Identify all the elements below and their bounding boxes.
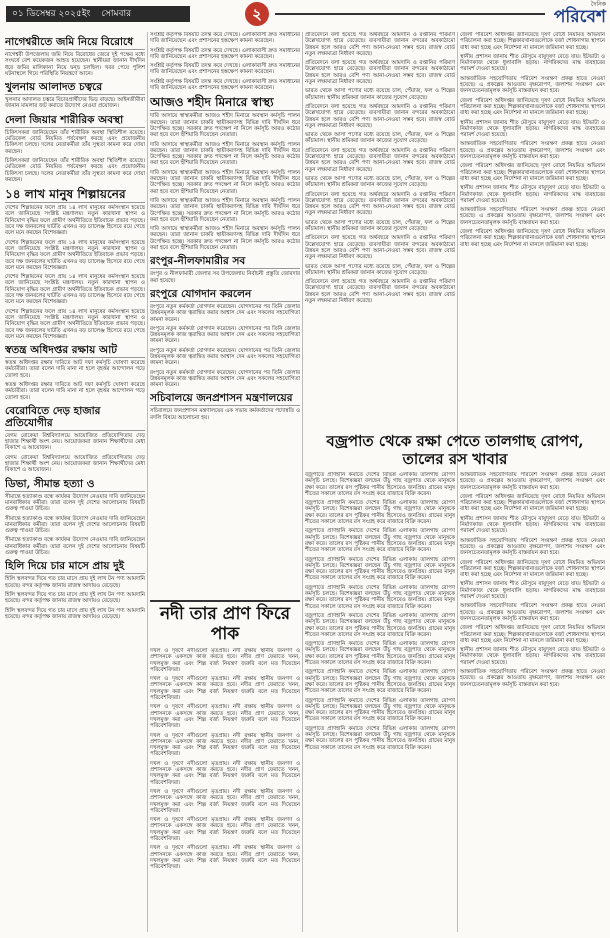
article-body: বজ্রপাতে প্রাণহানি কমাতে দেশের বিভিন্ন এলাকায় তালগাছ রোপণ কর্মসূচি চলছে। বিশেষজ্ঞরা বলছেন উঁচু গাছ বজ্রপাত থেকে মানুষকে রক্ষা করে। তালের রস পুষ্টিকর পানীয় হিসেবেও জনপ্রিয়। গ্রামের মানুষ শীতের সকালে তালের রস সংগ্রহ করে বাজারে বিক্রি করেন। <box>305 641 455 667</box>
article-headline: স্বতন্ত্র অধিদপ্তর রক্ষায় আট <box>5 344 145 358</box>
article-body: আন্তর্জাতিক সহযোগিতায় পরিবেশ সংরক্ষণ প্রকল্প হাতে নেওয়া হয়েছে। এ প্রকল্পের আওতায় বৃক্ষরোপণ, জলাশয় সংরক্ষণ এবং জনসচেতনতামূলক কর্মসূচি বাস্তবায়ন করা হবে। <box>460 207 605 226</box>
article-body: ভারত থেকে আসা পণ্যের মধ্যে রয়েছে চাল, পেঁয়াজ, ফল ও শিল্পের কাঁচামাল। স্থানীয় শ্রমিকরা জানান কাজের সুযোগ বেড়েছে। <box>305 132 455 145</box>
article-body: প্রতিবেদনে বলা হয়েছে গত অর্থবছরে আমদানি ও রপ্তানির পরিমাণ উল্লেখযোগ্য হারে বেড়েছে। ব্যবসায়ীরা জানান বন্দরের অবকাঠামো উন্নয়ন হলে আরও বেশি পণ্য আনা-নেওয়া সম্ভব হবে। রাজস্ব বোর্ড নতুন লক্ষ্যমাত্রা নির্ধারণ করেছে। <box>305 32 455 57</box>
article-body: দখল ও দূষণে নদীগুলো মৃতপ্রায়। নদী রক্ষায় স্থানীয় জনগণ ও প্রশাসনকে একসঙ্গে কাজ করতে হবে। নদীর প্রাণ ফেরাতে খনন, দখলমুক্ত করা এবং শিল্প বর্জ্য নিয়ন্ত্রণ জরুরি বলে মত দিয়েছেন পরিবেশবিদরা। <box>150 732 300 758</box>
article-body: হিলি স্থলবন্দর দিয়ে গত চার মাসে প্রায় দুই লাখ টন পণ্য আমদানি হয়েছে। বন্দর কর্তৃপক্ষ জানায় রাজস্ব আদায়ও বেড়েছে। <box>5 607 145 620</box>
date-bar <box>6 6 190 22</box>
article-body: নাগেশ্বরী উপজেলায় জমি নিয়ে বিরোধের জেরে দুই পক্ষের মধ্যে সংঘর্ষে বেশ কয়েকজন আহত হয়েছেন। স্থানীয়রা জানান দীর্ঘদিন ধরে জমির মালিকানা নিয়ে দ্বন্দ্ব চলছিল। খবর পেয়ে পুলিশ ঘটনাস্থলে গিয়ে পরিস্থিতি নিয়ন্ত্রণে আনে। <box>5 52 145 77</box>
article-body: জেলা পরিবেশ অধিদপ্তর জানিয়েছে দূষণ রোধে নিয়মিত অভিযান পরিচালনা করা হচ্ছে। শিল্পকারখানাগুলোকে বর্জ্য শোধনাগার স্থাপনে বাধ্য করা হচ্ছে এবং নির্দেশনা না মানলে জরিমানা করা হচ্ছে। <box>460 625 605 644</box>
article-headline: সচিবালয়ে জনপ্রশাসন মন্ত্রণালয়ের <box>150 392 300 406</box>
article-body: প্রতিবেদনে বলা হয়েছে গত অর্থবছরে আমদানি ও রপ্তানির পরিমাণ উল্লেখযোগ্য হারে বেড়েছে। ব্যবসায়ীরা জানান বন্দরের অবকাঠামো উন্নয়ন হলে আরও বেশি পণ্য আনা-নেওয়া সম্ভব হবে। রাজস্ব বোর্ড নতুন লক্ষ্যমাত্রা নির্ধারণ করেছে। <box>305 147 455 173</box>
article-body: বজ্রপাতে প্রাণহানি কমাতে দেশের বিভিন্ন এলাকায় তালগাছ রোপণ কর্মসূচি চলছে। বিশেষজ্ঞরা বলছেন উঁচু গাছ বজ্রপাত থেকে মানুষকে রক্ষা করে। তালের রস পুষ্টিকর পানীয় হিসেবেও জনপ্রিয়। গ্রামের মানুষ শীতের সকালে তালের রস সংগ্রহ করে বাজারে বিক্রি করেন। <box>305 528 455 554</box>
article-body: হিলি স্থলবন্দর দিয়ে গত চার মাসে প্রায় দুই লাখ টন পণ্য আমদানি হয়েছে। বন্দর কর্তৃপক্ষ জানায় রাজস্ব আদায়ও বেড়েছে। <box>5 591 145 605</box>
article-body: দাবি আদায়ে স্বাস্থ্যকর্মীরা আজও শহীদ মিনারে অবস্থান কর্মসূচি পালন করছেন। তারা জানান চাকরি স্থায়ীকরণসহ বিভিন্ন দাবি দীর্ঘদিন ধরে উপেক্ষিত হচ্ছে। সরকার দ্রুত পদক্ষেপ না নিলে কর্মসূচি আরও কঠোর করা হবে বলে হুঁশিয়ারি দিয়েছেন নেতারা। <box>150 197 300 223</box>
article-body: বেগম রোকেয়া বিশ্ববিদ্যালয়ে আয়োজিত প্রতিযোগিতায় দেড় হাজার শিক্ষার্থী অংশ নেয়। আয়োজকরা জানান শিক্ষার্থীদের মেধা বিকাশে এ আয়োজন। <box>5 432 145 452</box>
article-body: চিকিৎসকরা জানিয়েছেন তাঁর শারীরিক অবস্থা স্থিতিশীল রয়েছে। মেডিকেল বোর্ড নিয়মিত পর্যবেক্ষণ করছে এবং প্রয়োজনীয় চিকিৎসা চলছে। দলের নেতাকর্মীরা তাঁর সুস্থতা কামনা করে দোয়া করছেন। <box>5 129 145 155</box>
article-body: প্রতিবেদনে বলা হয়েছে গত অর্থবছরে আমদানি ও রপ্তানির পরিমাণ উল্লেখযোগ্য হারে বেড়েছে। ব্যবসায়ীরা জানান বন্দরের অবকাঠামো উন্নয়ন হলে আরও বেশি পণ্য আনা-নেওয়া সম্ভব হবে। রাজস্ব বোর্ড নতুন লক্ষ্যমাত্রা নির্ধারণ করেছে। <box>305 60 455 86</box>
article-body: সংশ্লিষ্ট কর্তৃপক্ষ বিষয়টি তদন্ত করে দেখছে। এলাকাবাসী দ্রুত সমাধানের দাবি জানিয়েছেন এবং প্রশাসনের হস্তক্ষেপ কামনা করেছেন। <box>150 78 300 92</box>
article-body: সীমান্তে হত্যাকাণ্ড বন্ধে কার্যকর উদ্যোগ নেওয়ার দাবি জানিয়েছেন মানবাধিকার কর্মীরা। তারা বলেন দুই দেশের আলোচনায় বিষয়টি গুরুত্ব পাওয়া উচিত। <box>5 537 145 557</box>
article-body: আন্তর্জাতিক সহযোগিতায় পরিবেশ সংরক্ষণ প্রকল্প হাতে নেওয়া হয়েছে। এ প্রকল্পের আওতায় বৃক্ষরোপণ, জলাশয় সংরক্ষণ এবং জনসচেতনতামূলক কর্মসূচি বাস্তবায়ন করা হবে। <box>460 141 605 161</box>
article-headline: বেরোবিতে দেড় হাজার প্রতিযোগীর <box>5 405 145 431</box>
article-headline: রংপুর-নীলফামারীর সব <box>150 255 300 269</box>
article-headline: ডিভা, সীমান্ত হত্যা ও <box>5 478 145 492</box>
article-body: বজ্রপাতে প্রাণহানি কমাতে দেশের বিভিন্ন এলাকায় তালগাছ রোপণ কর্মসূচি চলছে। বিশেষজ্ঞরা বলছেন উঁচু গাছ বজ্রপাত থেকে মানুষকে রক্ষা করে। তালের রস পুষ্টিকর পানীয় হিসেবেও জনপ্রিয়। গ্রামের মানুষ শীতের সকালে তালের রস সংগ্রহ করে বাজারে বিক্রি করেন। <box>305 584 455 610</box>
page-header <box>0 0 610 28</box>
column-3-lower <box>305 472 455 934</box>
masthead <box>540 1 606 27</box>
article-body: প্রতিবেদনে বলা হয়েছে গত অর্থবছরে আমদানি ও রপ্তানির পরিমাণ উল্লেখযোগ্য হারে বেড়েছে। ব্যবসায়ীরা জানান বন্দরের অবকাঠামো উন্নয়ন হলে আরও বেশি পণ্য আনা-নেওয়া সম্ভব হবে। রাজস্ব বোর্ড নতুন লক্ষ্যমাত্রা নির্ধারণ করেছে। <box>305 191 455 217</box>
article-body: বজ্রপাতে প্রাণহানি কমাতে দেশের বিভিন্ন এলাকায় তালগাছ রোপণ কর্মসূচি চলছে। বিশেষজ্ঞরা বলছেন উঁচু গাছ বজ্রপাত থেকে মানুষকে রক্ষা করে। তালের রস পুষ্টিকর পানীয় হিসেবেও জনপ্রিয়। গ্রামের মানুষ শীতের সকালে তালের রস সংগ্রহ করে বাজারে বিক্রি করেন। <box>305 500 455 526</box>
article-body: ভারত থেকে আসা পণ্যের মধ্যে রয়েছে চাল, পেঁয়াজ, ফল ও শিল্পের কাঁচামাল। স্থানীয় শ্রমিকরা জানান কাজের সুযোগ বেড়েছে। <box>305 175 455 189</box>
article-body: জেলা পরিবেশ অধিদপ্তর জানিয়েছে দূষণ রোধে নিয়মিত অভিযান পরিচালনা করা হচ্ছে। শিল্পকারখানাগুলোকে বর্জ্য শোধনাগার স্থাপনে বাধ্য করা হচ্ছে এবং নির্দেশনা না মানলে জরিমানা করা হচ্ছে। <box>460 32 605 51</box>
column-4-lower <box>460 472 605 934</box>
header-rule <box>275 13 545 15</box>
article-body: খুলনার আদালত চত্বরে বিচারপ্রার্থীদের ভিড় বাড়ছে। আইনজীবীরা জানান মামলার জট কমাতে উদ্যোগ নেওয়া প্রয়োজন। <box>5 97 145 110</box>
article-body: আন্তর্জাতিক সহযোগিতায় পরিবেশ সংরক্ষণ প্রকল্প হাতে নেওয়া হয়েছে। এ প্রকল্পের আওতায় বৃক্ষরোপণ, জলাশয় সংরক্ষণ এবং জনসচেতনতামূলক কর্মসূচি বাস্তবায়ন করা হবে। <box>460 603 605 622</box>
article-body: সংশ্লিষ্ট কর্তৃপক্ষ বিষয়টি তদন্ত করে দেখছে। এলাকাবাসী দ্রুত সমাধানের দাবি জানিয়েছেন এবং প্রশাসনের হস্তক্ষেপ কামনা করেছেন। <box>150 32 300 45</box>
article-headline: দেলা জিয়ার শারীরিক অবস্থা <box>5 114 145 128</box>
feature-headline: নদী তার প্রাণ ফিরে পাক <box>150 600 300 644</box>
article-body: দাবি আদায়ে স্বাস্থ্যকর্মীরা আজও শহীদ মিনারে অবস্থান কর্মসূচি পালন করছেন। তারা জানান চাকরি স্থায়ীকরণসহ বিভিন্ন দাবি দীর্ঘদিন ধরে উপেক্ষিত হচ্ছে। সরকার দ্রুত পদক্ষেপ না নিলে কর্মসূচি আরও কঠোর করা হবে বলে হুঁশিয়ারি দিয়েছেন নেতারা। <box>150 169 300 195</box>
column-4 <box>460 32 605 428</box>
article-body: জেলা পরিবেশ অধিদপ্তর জানিয়েছে দূষণ রোধে নিয়মিত অভিযান পরিচালনা করা হচ্ছে। শিল্পকারখানাগুলোকে বর্জ্য শোধনাগার স্থাপনে বাধ্য করা হচ্ছে এবং নির্দেশনা না মানলে জরিমানা করা হচ্ছে। <box>460 97 605 117</box>
article-body: সীমান্তে হত্যাকাণ্ড বন্ধে কার্যকর উদ্যোগ নেওয়ার দাবি জানিয়েছেন মানবাধিকার কর্মীরা। তারা বলেন দুই দেশের আলোচনায় বিষয়টি গুরুত্ব পাওয়া উচিত। <box>5 515 145 535</box>
article-body: দেশের শিল্পায়নের ফলে প্রায় ১৪ লাখ মানুষের কর্মসংস্থান হয়েছে বলে জানিয়েছে সংশ্লিষ্ট মন্ত্রণালয়। নতুন কারখানা স্থাপন ও বিনিয়োগ বৃদ্ধির ফলে গ্রামীণ অর্থনীতিতে ইতিবাচক প্রভাব পড়ছে। তবে দক্ষ জনবলের ঘাটতি এখনও বড় চ্যালেঞ্জ হিসেবে রয়ে গেছে বলে মনে করছেন বিশেষজ্ঞরা। <box>5 239 145 271</box>
feature-headline: বজ্রপাত থেকে রক্ষা পেতে তালগাছ রোপণ, তালের রস খাবার <box>326 432 584 468</box>
page-number: ২ <box>245 2 269 26</box>
article-body: সীমান্তে হত্যাকাণ্ড বন্ধে কার্যকর উদ্যোগ নেওয়ার দাবি জানিয়েছেন মানবাধিকার কর্মীরা। তারা বলেন দুই দেশের আলোচনায় বিষয়টি গুরুত্ব পাওয়া উচিত। <box>5 493 145 513</box>
date-text: ০১ ডিসেম্বর ২০২৫ইং <box>12 9 91 19</box>
article-headline: নাগেশ্বরীতে জমি নিয়ে বিরোধে <box>5 36 145 50</box>
column-1 <box>5 32 145 934</box>
article-body: সচিবালয়ে জনপ্রশাসন মন্ত্রণালয়ের এক সভায় কর্মকর্তাদের পদোন্নতি ও বদলি বিষয়ে আলোচনা হয়। <box>150 408 300 421</box>
column-divider <box>457 32 458 932</box>
article-body: চিকিৎসকরা জানিয়েছেন তাঁর শারীরিক অবস্থা স্থিতিশীল রয়েছে। মেডিকেল বোর্ড নিয়মিত পর্যবেক্ষণ করছে এবং প্রয়োজনীয় চিকিৎসা চলছে। দলের নেতাকর্মীরা তাঁর সুস্থতা কামনা করে দোয়া করছেন। <box>5 157 145 183</box>
article-body: দখল ও দূষণে নদীগুলো মৃতপ্রায়। নদী রক্ষায় স্থানীয় জনগণ ও প্রশাসনকে একসঙ্গে কাজ করতে হবে। নদীর প্রাণ ফেরাতে খনন, দখলমুক্ত করা এবং শিল্প বর্জ্য নিয়ন্ত্রণ জরুরি বলে মত দিয়েছেন পরিবেশবিদরা। <box>150 788 300 814</box>
article-body: দেশের শিল্পায়নের ফলে প্রায় ১৪ লাখ মানুষের কর্মসংস্থান হয়েছে বলে জানিয়েছে সংশ্লিষ্ট মন্ত্রণালয়। নতুন কারখানা স্থাপন ও বিনিয়োগ বৃদ্ধির ফলে গ্রামীণ অর্থনীতিতে ইতিবাচক প্রভাব পড়ছে। তবে দক্ষ জনবলের ঘাটতি এখনও বড় চ্যালেঞ্জ হিসেবে রয়ে গেছে বলে মনে করছেন বিশেষজ্ঞরা। <box>5 205 145 237</box>
article-body: ভারত থেকে আসা পণ্যের মধ্যে রয়েছে চাল, পেঁয়াজ, ফল ও শিল্পের কাঁচামাল। স্থানীয় শ্রমিকরা জানান কাজের সুযোগ বেড়েছে। <box>305 219 455 233</box>
column-divider <box>147 32 148 932</box>
article-body: জেলা পরিবেশ অধিদপ্তর জানিয়েছে দূষণ রোধে নিয়মিত অভিযান পরিচালনা করা হচ্ছে। শিল্পকারখানাগুলোকে বর্জ্য শোধনাগার স্থাপনে বাধ্য করা হচ্ছে এবং নির্দেশনা না মানলে জরিমানা করা হচ্ছে। <box>460 493 605 513</box>
article-body: জেলা পরিবেশ অধিদপ্তর জানিয়েছে দূষণ রোধে নিয়মিত অভিযান পরিচালনা করা হচ্ছে। শিল্পকারখানাগুলোকে বর্জ্য শোধনাগার স্থাপনে বাধ্য করা হচ্ছে এবং নির্দেশনা না মানলে জরিমানা করা হচ্ছে। <box>460 229 605 248</box>
article-body: দাবি আদায়ে স্বাস্থ্যকর্মীরা আজও শহীদ মিনারে অবস্থান কর্মসূচি পালন করছেন। তারা জানান চাকরি স্থায়ীকরণসহ বিভিন্ন দাবি দীর্ঘদিন ধরে উপেক্ষিত হচ্ছে। সরকার দ্রুত পদক্ষেপ না নিলে কর্মসূচি আরও কঠোর করা হবে বলে হুঁশিয়ারি দিয়েছেন নেতারা। <box>150 141 300 167</box>
article-body: বেগম রোকেয়া বিশ্ববিদ্যালয়ে আয়োজিত প্রতিযোগিতায় দেড় হাজার শিক্ষার্থী অংশ নেয়। আয়োজকরা জানান শিক্ষার্থীদের মেধা বিকাশে এ আয়োজন। <box>5 454 145 474</box>
article-body: আন্তর্জাতিক সহযোগিতায় পরিবেশ সংরক্ষণ প্রকল্প হাতে নেওয়া হয়েছে। এ প্রকল্পের আওতায় বৃক্ষরোপণ, জলাশয় সংরক্ষণ এবং জনসচেতনতামূলক কর্মসূচি বাস্তবায়ন করা হবে। <box>460 669 605 688</box>
article-headline: হিলি দিয়ে চার মাসে প্রায় দুই <box>5 560 145 574</box>
article-body: প্রতিবেদনে বলা হয়েছে গত অর্থবছরে আমদানি ও রপ্তানির পরিমাণ উল্লেখযোগ্য হারে বেড়েছে। ব্যবসায়ীরা জানান বন্দরের অবকাঠামো উন্নয়ন হলে আরও বেশি পণ্য আনা-নেওয়া সম্ভব হবে। রাজস্ব বোর্ড নতুন লক্ষ্যমাত্রা নির্ধারণ করেছে। <box>305 103 455 129</box>
masthead-title: পরিবেশ <box>553 7 606 27</box>
article-body: দখল ও দূষণে নদীগুলো মৃতপ্রায়। নদী রক্ষায় স্থানীয় জনগণ ও প্রশাসনকে একসঙ্গে কাজ করতে হবে। নদীর প্রাণ ফেরাতে খনন, দখলমুক্ত করা এবং শিল্প বর্জ্য নিয়ন্ত্রণ জরুরি বলে মত দিয়েছেন পরিবেশবিদরা। <box>150 676 300 702</box>
day-text: সোমবার <box>101 9 132 19</box>
article-headline: খুলনায় আলাদত চত্বরে <box>5 81 145 95</box>
article-body: স্বতন্ত্র অধিদপ্তর রক্ষার দাবিতে আট দফা কর্মসূচি ঘোষণা করেছে কর্মচারীরা। তারা বলেন দাবি মানা না হলে বৃহত্তর আন্দোলন গড়ে তোলা হবে। <box>5 360 145 379</box>
column-2 <box>150 32 300 598</box>
article-body: দখল ও দূষণে নদীগুলো মৃতপ্রায়। নদী রক্ষায় স্থানীয় জনগণ ও প্রশাসনকে একসঙ্গে কাজ করতে হবে। নদীর প্রাণ ফেরাতে খনন, দখলমুক্ত করা এবং শিল্প বর্জ্য নিয়ন্ত্রণ জরুরি বলে মত দিয়েছেন পরিবেশবিদরা। <box>150 845 300 871</box>
article-body: স্থানীয় প্রশাসন জানায় শীত মৌসুমে বায়ুদূষণ বেড়ে যায়। ইটভাটা ও নির্মাণকাজ থেকে ধুলাবালি ছড়ায়। নাগরিকদের মাস্ক ব্যবহারের পরামর্শ দেওয়া হয়েছে। <box>460 581 605 601</box>
article-body: দখল ও দূষণে নদীগুলো মৃতপ্রায়। নদী রক্ষায় স্থানীয় জনগণ ও প্রশাসনকে একসঙ্গে কাজ করতে হবে। নদীর প্রাণ ফেরাতে খনন, দখলমুক্ত করা এবং শিল্প বর্জ্য নিয়ন্ত্রণ জরুরি বলে মত দিয়েছেন পরিবেশবিদরা। <box>150 648 300 673</box>
article-body: স্থানীয় প্রশাসন জানায় শীত মৌসুমে বায়ুদূষণ বেড়ে যায়। ইটভাটা ও নির্মাণকাজ থেকে ধুলাবালি ছড়ায়। নাগরিকদের মাস্ক ব্যবহারের পরামর্শ দেওয়া হয়েছে। <box>460 185 605 204</box>
article-body: স্থানীয় প্রশাসন জানায় শীত মৌসুমে বায়ুদূষণ বেড়ে যায়। ইটভাটা ও নির্মাণকাজ থেকে ধুলাবালি ছড়ায়। নাগরিকদের মাস্ক ব্যবহারের পরামর্শ দেওয়া হয়েছে। <box>460 647 605 666</box>
article-body: বজ্রপাতে প্রাণহানি কমাতে দেশের বিভিন্ন এলাকায় তালগাছ রোপণ কর্মসূচি চলছে। বিশেষজ্ঞরা বলছেন উঁচু গাছ বজ্রপাত থেকে মানুষকে রক্ষা করে। তালের রস পুষ্টিকর পানীয় হিসেবেও জনপ্রিয়। গ্রামের মানুষ শীতের সকালে তালের রস সংগ্রহ করে বাজারে বিক্রি করেন। <box>305 725 455 751</box>
article-body: রংপুরে নতুন কর্মকর্তা যোগদান করেছেন। যোগদানের পর তিনি জেলার উন্নয়নমূলক কাজ ত্বরান্বিত করার আশ্বাস দেন এবং সকলের সহযোগিতা কামনা করেন। <box>150 303 300 323</box>
article-body: প্রতিবেদনে বলা হয়েছে গত অর্থবছরে আমদানি ও রপ্তানির পরিমাণ উল্লেখযোগ্য হারে বেড়েছে। ব্যবসায়ীরা জানান বন্দরের অবকাঠামো উন্নয়ন হলে আরও বেশি পণ্য আনা-নেওয়া সম্ভব হবে। রাজস্ব বোর্ড নতুন লক্ষ্যমাত্রা নির্ধারণ করেছে। <box>305 235 455 261</box>
article-body: আন্তর্জাতিক সহযোগিতায় পরিবেশ সংরক্ষণ প্রকল্প হাতে নেওয়া হয়েছে। এ প্রকল্পের আওতায় বৃক্ষরোপণ, জলাশয় সংরক্ষণ এবং জনসচেতনতামূলক কর্মসূচি বাস্তবায়ন করা হবে। <box>460 75 605 95</box>
article-body: স্থানীয় প্রশাসন জানায় শীত মৌসুমে বায়ুদূষণ বেড়ে যায়। ইটভাটা ও নির্মাণকাজ থেকে ধুলাবালি ছড়ায়। নাগরিকদের মাস্ক ব্যবহারের পরামর্শ দেওয়া হয়েছে। <box>460 515 605 535</box>
article-body: দেশের শিল্পায়নের ফলে প্রায় ১৪ লাখ মানুষের কর্মসংস্থান হয়েছে বলে জানিয়েছে সংশ্লিষ্ট মন্ত্রণালয়। নতুন কারখানা স্থাপন ও বিনিয়োগ বৃদ্ধির ফলে গ্রামীণ অর্থনীতিতে ইতিবাচক প্রভাব পড়ছে। তবে দক্ষ জনবলের ঘাটতি এখনও বড় চ্যালেঞ্জ হিসেবে রয়ে গেছে বলে মনে করছেন বিশেষজ্ঞরা। <box>5 308 145 340</box>
article-body: রংপুরে নতুন কর্মকর্তা যোগদান করেছেন। যোগদানের পর তিনি জেলার উন্নয়নমূলক কাজ ত্বরান্বিত করার আশ্বাস দেন এবং সকলের সহযোগিতা কামনা করেন। <box>150 369 300 389</box>
article-body: রংপুর ও নীলফামারী জেলার সব উপজেলায় নির্বাচনী প্রস্তুতি জোরদার করা হয়েছে। <box>150 271 300 284</box>
article-body: ভারত থেকে আসা পণ্যের মধ্যে রয়েছে চাল, পেঁয়াজ, ফল ও শিল্পের কাঁচামাল। স্থানীয় শ্রমিকরা জানান কাজের সুযোগ বেড়েছে। <box>305 263 455 276</box>
column-3 <box>305 32 455 428</box>
article-body: রংপুরে নতুন কর্মকর্তা যোগদান করেছেন। যোগদানের পর তিনি জেলার উন্নয়নমূলক কাজ ত্বরান্বিত করার আশ্বাস দেন এবং সকলের সহযোগিতা কামনা করেন। <box>150 325 300 345</box>
article-body: বজ্রপাতে প্রাণহানি কমাতে দেশের বিভিন্ন এলাকায় তালগাছ রোপণ কর্মসূচি চলছে। বিশেষজ্ঞরা বলছেন উঁচু গাছ বজ্রপাত থেকে মানুষকে রক্ষা করে। তালের রস পুষ্টিকর পানীয় হিসেবেও জনপ্রিয়। গ্রামের মানুষ শীতের সকালে তালের রস সংগ্রহ করে বাজারে বিক্রি করেন। <box>305 556 455 582</box>
article-headline: রংপুরে যোগদান করলেন <box>150 288 300 302</box>
article-body: জেলা পরিবেশ অধিদপ্তর জানিয়েছে দূষণ রোধে নিয়মিত অভিযান পরিচালনা করা হচ্ছে। শিল্পকারখানাগুলোকে বর্জ্য শোধনাগার স্থাপনে বাধ্য করা হচ্ছে এবং নির্দেশনা না মানলে জরিমানা করা হচ্ছে। <box>460 559 605 579</box>
article-body: দখল ও দূষণে নদীগুলো মৃতপ্রায়। নদী রক্ষায় স্থানীয় জনগণ ও প্রশাসনকে একসঙ্গে কাজ করতে হবে। নদীর প্রাণ ফেরাতে খনন, দখলমুক্ত করা এবং শিল্প বর্জ্য নিয়ন্ত্রণ জরুরি বলে মত দিয়েছেন পরিবেশবিদরা। <box>150 817 300 843</box>
article-body: ভারত থেকে আসা পণ্যের মধ্যে রয়েছে চাল, পেঁয়াজ, ফল ও শিল্পের কাঁচামাল। স্থানীয় শ্রমিকরা জানান কাজের সুযোগ বেড়েছে। <box>305 88 455 101</box>
column-2-lower <box>150 648 300 934</box>
article-body: বজ্রপাতে প্রাণহানি কমাতে দেশের বিভিন্ন এলাকায় তালগাছ রোপণ কর্মসূচি চলছে। বিশেষজ্ঞরা বলছেন উঁচু গাছ বজ্রপাত থেকে মানুষকে রক্ষা করে। তালের রস পুষ্টিকর পানীয় হিসেবেও জনপ্রিয়। গ্রামের মানুষ শীতের সকালে তালের রস সংগ্রহ করে বাজারে বিক্রি করেন। <box>305 472 455 497</box>
article-headline: আজও শহীদ মিনারে স্বাস্থ্য <box>150 95 300 111</box>
article-body: দেশের শিল্পায়নের ফলে প্রায় ১৪ লাখ মানুষের কর্মসংস্থান হয়েছে বলে জানিয়েছে সংশ্লিষ্ট মন্ত্রণালয়। নতুন কারখানা স্থাপন ও বিনিয়োগ বৃদ্ধির ফলে গ্রামীণ অর্থনীতিতে ইতিবাচক প্রভাব পড়ছে। তবে দক্ষ জনবলের ঘাটতি এখনও বড় চ্যালেঞ্জ হিসেবে রয়ে গেছে বলে মনে করছেন বিশেষজ্ঞরা। <box>5 274 145 306</box>
article-body: প্রতিবেদনে বলা হয়েছে গত অর্থবছরে আমদানি ও রপ্তানির পরিমাণ উল্লেখযোগ্য হারে বেড়েছে। ব্যবসায়ীরা জানান বন্দরের অবকাঠামো উন্নয়ন হলে আরও বেশি পণ্য আনা-নেওয়া সম্ভব হবে। রাজস্ব বোর্ড নতুন লক্ষ্যমাত্রা নির্ধারণ করেছে। <box>305 279 455 304</box>
article-body: হিলি স্থলবন্দর দিয়ে গত চার মাসে প্রায় দুই লাখ টন পণ্য আমদানি হয়েছে। বন্দর কর্তৃপক্ষ জানায় রাজস্ব আদায়ও বেড়েছে। <box>5 576 145 589</box>
article-body: দখল ও দূষণে নদীগুলো মৃতপ্রায়। নদী রক্ষায় স্থানীয় জনগণ ও প্রশাসনকে একসঙ্গে কাজ করতে হবে। নদীর প্রাণ ফেরাতে খনন, দখলমুক্ত করা এবং শিল্প বর্জ্য নিয়ন্ত্রণ জরুরি বলে মত দিয়েছেন পরিবেশবিদরা। <box>150 760 300 786</box>
article-body: স্থানীয় প্রশাসন জানায় শীত মৌসুমে বায়ুদূষণ বেড়ে যায়। ইটভাটা ও নির্মাণকাজ থেকে ধুলাবালি ছড়ায়। নাগরিকদের মাস্ক ব্যবহারের পরামর্শ দেওয়া হয়েছে। <box>460 119 605 139</box>
article-body: আন্তর্জাতিক সহযোগিতায় পরিবেশ সংরক্ষণ প্রকল্প হাতে নেওয়া হয়েছে। এ প্রকল্পের আওতায় বৃক্ষরোপণ, জলাশয় সংরক্ষণ এবং জনসচেতনতামূলক কর্মসূচি বাস্তবায়ন করা হবে। <box>460 472 605 491</box>
article-body: বজ্রপাতে প্রাণহানি কমাতে দেশের বিভিন্ন এলাকায় তালগাছ রোপণ কর্মসূচি চলছে। বিশেষজ্ঞরা বলছেন উঁচু গাছ বজ্রপাত থেকে মানুষকে রক্ষা করে। তালের রস পুষ্টিকর পানীয় হিসেবেও জনপ্রিয়। গ্রামের মানুষ শীতের সকালে তালের রস সংগ্রহ করে বাজারে বিক্রি করেন। <box>305 697 455 723</box>
article-body: জেলা পরিবেশ অধিদপ্তর জানিয়েছে দূষণ রোধে নিয়মিত অভিযান পরিচালনা করা হচ্ছে। শিল্পকারখানাগুলোকে বর্জ্য শোধনাগার স্থাপনে বাধ্য করা হচ্ছে এবং নির্দেশনা না মানলে জরিমানা করা হচ্ছে। <box>460 163 605 182</box>
article-body: দাবি আদায়ে স্বাস্থ্যকর্মীরা আজও শহীদ মিনারে অবস্থান কর্মসূচি পালন করছেন। তারা জানান চাকরি স্থায়ীকরণসহ বিভিন্ন দাবি দীর্ঘদিন ধরে উপেক্ষিত হচ্ছে। সরকার দ্রুত পদক্ষেপ না নিলে কর্মসূচি আরও কঠোর করা হবে বলে হুঁশিয়ারি দিয়েছেন নেতারা। <box>150 226 300 252</box>
article-body: বজ্রপাতে প্রাণহানি কমাতে দেশের বিভিন্ন এলাকায় তালগাছ রোপণ কর্মসূচি চলছে। বিশেষজ্ঞরা বলছেন উঁচু গাছ বজ্রপাত থেকে মানুষকে রক্ষা করে। তালের রস পুষ্টিকর পানীয় হিসেবেও জনপ্রিয়। গ্রামের মানুষ শীতের সকালে তালের রস সংগ্রহ করে বাজারে বিক্রি করেন। <box>305 669 455 695</box>
article-body: স্বতন্ত্র অধিদপ্তর রক্ষার দাবিতে আট দফা কর্মসূচি ঘোষণা করেছে কর্মচারীরা। তারা বলেন দাবি মানা না হলে বৃহত্তর আন্দোলন গড়ে তোলা হবে। <box>5 381 145 401</box>
article-body: স্থানীয় প্রশাসন জানায় শীত মৌসুমে বায়ুদূষণ বেড়ে যায়। ইটভাটা ও নির্মাণকাজ থেকে ধুলাবালি ছড়ায়। নাগরিকদের মাস্ক ব্যবহারের পরামর্শ দেওয়া হয়েছে। <box>460 53 605 73</box>
article-headline: ১৪ লাখ মানুষ শিল্পায়নের <box>5 187 145 203</box>
masthead-small: দৈনিক <box>590 1 606 8</box>
article-body: দাবি আদায়ে স্বাস্থ্যকর্মীরা আজও শহীদ মিনারে অবস্থান কর্মসূচি পালন করছেন। তারা জানান চাকরি স্থায়ীকরণসহ বিভিন্ন দাবি দীর্ঘদিন ধরে উপেক্ষিত হচ্ছে। সরকার দ্রুত পদক্ষেপ না নিলে কর্মসূচি আরও কঠোর করা হবে বলে হুঁশিয়ারি দিয়েছেন নেতারা। <box>150 113 300 139</box>
column-divider <box>302 32 303 932</box>
article-body: রংপুরে নতুন কর্মকর্তা যোগদান করেছেন। যোগদানের পর তিনি জেলার উন্নয়নমূলক কাজ ত্বরান্বিত করার আশ্বাস দেন এবং সকলের সহযোগিতা কামনা করেন। <box>150 347 300 367</box>
article-body: সংশ্লিষ্ট কর্তৃপক্ষ বিষয়টি তদন্ত করে দেখছে। এলাকাবাসী দ্রুত সমাধানের দাবি জানিয়েছেন এবং প্রশাসনের হস্তক্ষেপ কামনা করেছেন। <box>150 63 300 76</box>
article-body: আন্তর্জাতিক সহযোগিতায় পরিবেশ সংরক্ষণ প্রকল্প হাতে নেওয়া হয়েছে। এ প্রকল্পের আওতায় বৃক্ষরোপণ, জলাশয় সংরক্ষণ এবং জনসচেতনতামূলক কর্মসূচি বাস্তবায়ন করা হবে। <box>460 537 605 557</box>
article-body: বজ্রপাতে প্রাণহানি কমাতে দেশের বিভিন্ন এলাকায় তালগাছ রোপণ কর্মসূচি চলছে। বিশেষজ্ঞরা বলছেন উঁচু গাছ বজ্রপাত থেকে মানুষকে রক্ষা করে। তালের রস পুষ্টিকর পানীয় হিসেবেও জনপ্রিয়। গ্রামের মানুষ শীতের সকালে তালের রস সংগ্রহ করে বাজারে বিক্রি করেন। <box>305 612 455 638</box>
article-body: সংশ্লিষ্ট কর্তৃপক্ষ বিষয়টি তদন্ত করে দেখছে। এলাকাবাসী দ্রুত সমাধানের দাবি জানিয়েছেন এবং প্রশাসনের হস্তক্ষেপ কামনা করেছেন। <box>150 47 300 60</box>
article-body: দখল ও দূষণে নদীগুলো মৃতপ্রায়। নদী রক্ষায় স্থানীয় জনগণ ও প্রশাসনকে একসঙ্গে কাজ করতে হবে। নদীর প্রাণ ফেরাতে খনন, দখলমুক্ত করা এবং শিল্প বর্জ্য নিয়ন্ত্রণ জরুরি বলে মত দিয়েছেন পরিবেশবিদরা। <box>150 704 300 730</box>
